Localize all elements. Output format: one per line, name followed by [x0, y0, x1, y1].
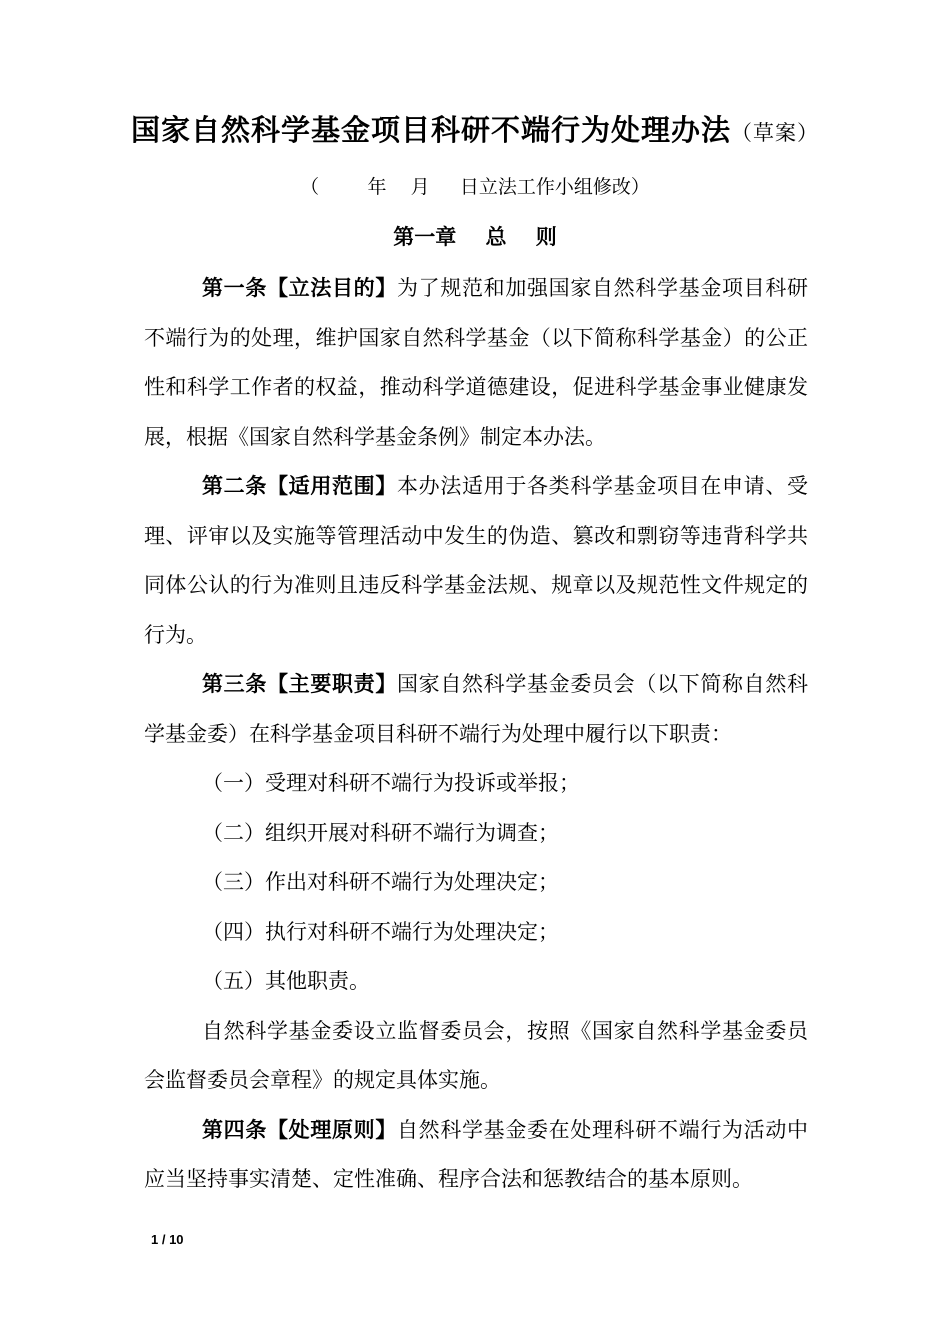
article-3-supplement: 自然科学基金委设立监督委员会，按照《国家自然科学基金委员会监督委员会章程》的规定具体实施。	[144, 1018, 808, 1092]
article-3-item-2: （二）组织开展对科研不端行为调查；	[202, 820, 559, 845]
article-2-heading: 第二条【适用范围】	[202, 474, 397, 498]
document-body	[144, 264, 808, 1205]
article-4-text: 自然科学基金委在处理科研不端行为活动中应当坚持事实清楚、定性准确、程序合法和惩教结合的基本原则。	[144, 1117, 808, 1191]
chapter-title: 第一章 总 则	[393, 225, 557, 249]
title-main: 国家自然科学基金项目科研不端行为处理办法	[130, 113, 731, 147]
article-3-text: 国家自然科学基金委员会（以下简称自然科学基金委）在科学基金项目科研不端行为处理中履行以下职责：	[144, 672, 808, 746]
article-4-heading: 第四条【处理原则】	[202, 1117, 397, 1142]
article-3-item-4: （四）执行对科研不端行为处理决定；	[202, 919, 559, 944]
title-suffix: （草案）	[731, 121, 819, 145]
article-3-item-1: （一）受理对科研不端行为投诉或举报；	[202, 771, 580, 795]
document-title	[0, 108, 950, 155]
article-2	[144, 462, 808, 660]
article-3-item-3: （三）作出对科研不端行为处理决定；	[202, 870, 559, 894]
article-2-text: 本办法适用于各类科学基金项目在申请、受理、评审以及实施等管理活动中发生的伪造、篡改和剽窃等违背科学共同体公认的行为准则且违反科学基金法规、规章以及规范性文件规定的行为。	[144, 474, 808, 647]
article-3-item-5: （五）其他职责。	[202, 969, 370, 993]
revision-note: （ 年 月 日立法工作小组修改）	[300, 176, 650, 198]
article-4	[144, 1106, 808, 1205]
article-3	[144, 660, 808, 759]
article-1-heading: 第一条【立法目的】	[202, 276, 397, 300]
page-number: 1 / 10	[151, 1232, 184, 1247]
article-1-text: 为了规范和加强国家自然科学基金项目科研不端行为的处理，维护国家自然科学基金（以下简称科学基金）的公正性和科学工作者的权益，推动科学道德建设，促进科学基金事业健康发展，根据《国家自然科学基金条例》制定本办法。	[144, 276, 808, 449]
article-3-heading: 第三条【主要职责】	[202, 672, 397, 696]
article-1	[144, 264, 808, 462]
